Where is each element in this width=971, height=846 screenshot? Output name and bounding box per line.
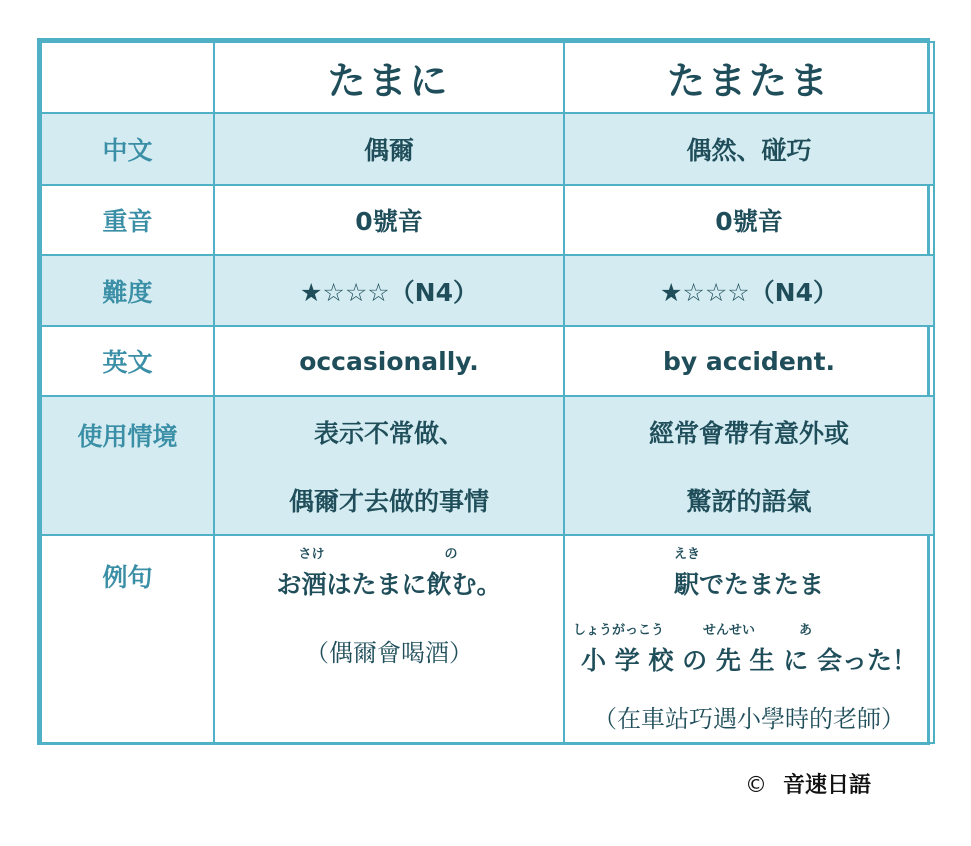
comparison-table <box>37 38 930 745</box>
brand-name: 音速日語 <box>783 773 872 798</box>
example-tamani <box>214 535 564 743</box>
row-label-english: 英文 <box>41 326 214 396</box>
header-tamatama: たまたま <box>564 42 934 113</box>
furigana-shougakkou: しょうがっこう <box>573 623 665 638</box>
difficulty-tamani: ★☆☆☆（N4） <box>214 255 564 326</box>
usage-tamani <box>214 396 564 535</box>
row-label-difficulty: 難度 <box>41 255 214 326</box>
example-tamani-sentence-line <box>276 547 502 601</box>
example-tamatama-sentence1: 駅でたまたま <box>673 570 824 599</box>
usage-tamani-line1: 表示不常做、 <box>313 418 464 448</box>
row-label-chinese: 中文 <box>41 113 214 185</box>
row-label-usage: 使用情境 <box>41 396 214 535</box>
copyright-symbol: © <box>745 773 767 798</box>
row-label-example: 例句 <box>41 535 214 743</box>
chinese-tamani: 偶爾 <box>214 113 564 185</box>
english-tamatama: by accident. <box>564 326 934 396</box>
header-row <box>41 42 934 113</box>
example-tamani-translation: （偶爾會喝酒） <box>305 639 473 667</box>
accent-tamatama: 0號音 <box>564 185 934 255</box>
usage-tamatama-line1: 經常會帶有意外或 <box>648 418 849 448</box>
usage-tamatama <box>564 396 934 535</box>
row-label-accent: 重音 <box>41 185 214 255</box>
furigana-a: あ <box>799 623 813 638</box>
example-tamatama-sentence1-line <box>673 547 824 601</box>
furigana-eki: えき <box>673 547 700 562</box>
header-tamani: たまに <box>214 42 564 113</box>
usage-tamatama-line2: 驚訝的語氣 <box>686 486 812 516</box>
chinese-tamatama: 偶然、碰巧 <box>564 113 934 185</box>
accent-tamani: 0號音 <box>214 185 564 255</box>
furigana-no: の <box>444 547 458 562</box>
row-chinese <box>41 113 934 185</box>
row-usage <box>41 396 934 535</box>
example-tamatama-translation: （在車站巧遇小學時的老師） <box>593 705 905 733</box>
row-difficulty <box>41 255 934 326</box>
row-accent <box>41 185 934 255</box>
english-tamani: occasionally. <box>214 326 564 396</box>
copyright-footer <box>745 768 871 799</box>
usage-tamani-line2: 偶爾才去做的事情 <box>288 486 489 516</box>
example-tamatama <box>564 535 934 743</box>
example-tamani-sentence: お酒はたまに飲む。 <box>276 570 502 599</box>
row-english <box>41 326 934 396</box>
furigana-sake: さけ <box>298 547 325 562</box>
corner-cell <box>41 42 214 113</box>
difficulty-tamatama: ★☆☆☆（N4） <box>564 255 934 326</box>
furigana-sensei: せんせい <box>703 623 756 638</box>
row-example <box>41 535 934 743</box>
example-tamatama-sentence2: 小 学 校 の 先 生 に 会った！ <box>581 646 917 675</box>
example-tamatama-sentence2-line <box>573 623 917 677</box>
